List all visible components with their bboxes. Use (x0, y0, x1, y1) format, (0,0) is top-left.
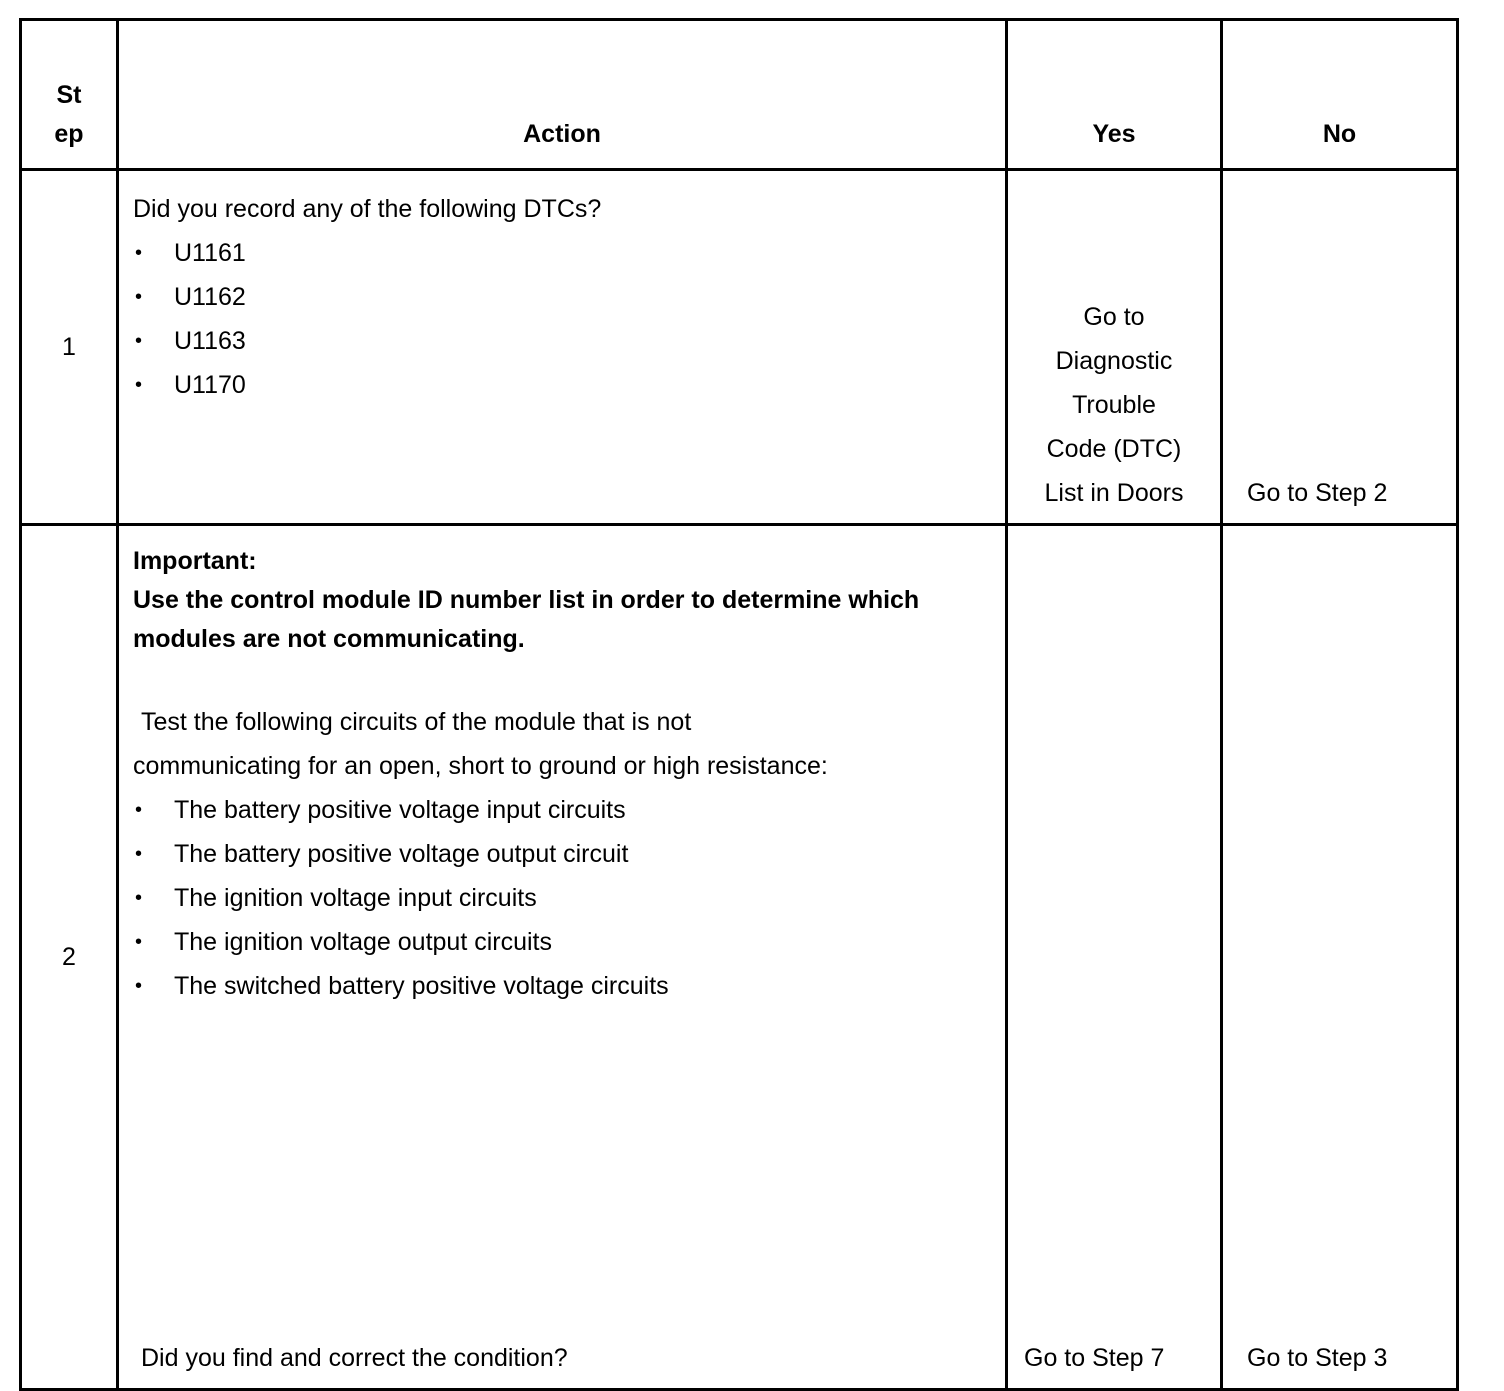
action-cell (118, 170, 1007, 525)
list-item: • U1161 (133, 231, 1005, 275)
condition-question: Did you find and correct the condition? (141, 1344, 568, 1372)
no-cell: Go to Step 3 (1222, 525, 1458, 1390)
important-note (133, 542, 1005, 659)
bullet-icon: • (135, 975, 143, 997)
important-label: Important: (133, 547, 257, 575)
list-item: • The ignition voltage output circuits (133, 920, 1005, 964)
header-action: Action (118, 20, 1007, 170)
diagnostic-table (19, 18, 1459, 1391)
list-item: • U1170 (133, 363, 1005, 407)
list-item: • The switched battery positive voltage circuits (133, 964, 1005, 1008)
header-yes: Yes (1007, 20, 1222, 170)
list-item: • The ignition voltage input circuits (133, 876, 1005, 920)
step-number: 1 (21, 170, 118, 525)
bullet-icon: • (135, 242, 143, 264)
list-item: • U1162 (133, 275, 1005, 319)
header-step-line1: St (56, 81, 82, 109)
instruction-line-1: Test the following circuits of the module that is not (141, 708, 692, 736)
header-step-line2: ep (54, 120, 84, 148)
instruction-line-2: communicating for an open, short to ground or high resistance: (133, 752, 828, 780)
bullet-icon: • (135, 887, 143, 909)
header-row (21, 20, 1458, 170)
header-step (21, 20, 118, 170)
bullet-icon: • (135, 374, 143, 396)
action-cell (118, 525, 1007, 1390)
table-row-step-2 (21, 525, 1458, 1390)
dtc-list (133, 231, 1005, 407)
important-text: Use the control module ID number list in order to determine which modules are not communicating. (133, 586, 920, 653)
header-no: No (1222, 20, 1458, 170)
bullet-icon: • (135, 843, 143, 865)
bullet-icon: • (135, 330, 143, 352)
list-item: • The battery positive voltage input circuits (133, 788, 1005, 832)
list-item: • The battery positive voltage output circuit (133, 832, 1005, 876)
bullet-icon: • (135, 931, 143, 953)
bullet-icon: • (135, 799, 143, 821)
circuit-list (133, 788, 1005, 1008)
table-row-step-1 (21, 170, 1458, 525)
no-cell: Go to Step 2 (1222, 170, 1458, 525)
step-number: 2 (21, 525, 118, 1390)
dtc-question: Did you record any of the following DTCs? (133, 195, 602, 223)
yes-cell: Go to Step 7 (1007, 525, 1222, 1390)
yes-cell: Go to Diagnostic Trouble Code (DTC) List in Doors (1007, 170, 1222, 525)
bullet-icon: • (135, 286, 143, 308)
list-item: • U1163 (133, 319, 1005, 363)
